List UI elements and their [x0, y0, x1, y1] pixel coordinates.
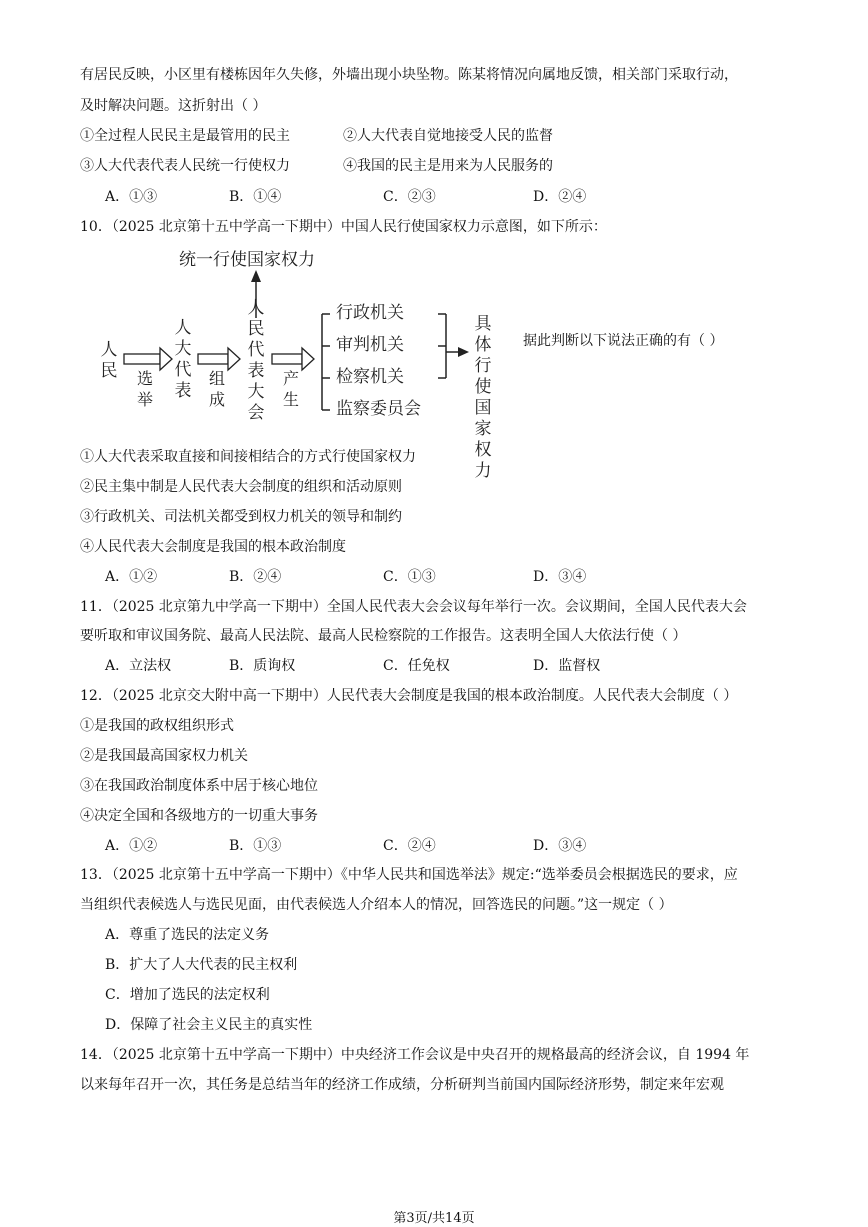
- q10-option-b: B．②④: [229, 569, 282, 585]
- q9-stem-line1: 有居民反映，小区里有楼栋因年久失修，外墙出现小块坠物。陈某将情况向属地反馈，相关部门采取行动，: [80, 67, 738, 83]
- arrow-compose: [198, 348, 240, 370]
- q13-option-a: A．尊重了选民的法定义务: [105, 927, 270, 943]
- diagram-congress: 人民代表大会: [247, 298, 265, 423]
- q12-option-d: D．③④: [533, 838, 587, 854]
- q9-option-d: D．②④: [533, 189, 587, 205]
- q9-statement-4: ④我国的民主是用来为人民服务的: [343, 158, 553, 174]
- diagram-organ-1: 行政机关: [336, 303, 404, 323]
- q12-statement-2: ②是我国最高国家权力机关: [80, 748, 248, 764]
- diagram-organ-3: 检察机关: [336, 367, 404, 387]
- q9-stem-line2: 及时解决问题。这折射出（ ）: [80, 98, 267, 114]
- diagram-organ-2: 审判机关: [336, 335, 404, 355]
- diagram-compose: 组成: [208, 369, 225, 409]
- q11-stem-line2: 要听取和审议国务院、最高人民法院、最高人民检察院的工作报告。这表明全国人大依法行使（ ）: [80, 628, 687, 644]
- diagram-top-label: 统一行使国家权力: [179, 250, 315, 270]
- arrow-produce: [272, 348, 314, 370]
- diagram-elect: 选举: [136, 369, 153, 409]
- diagram-produce: 产生: [282, 369, 299, 409]
- q11-option-d: D．监督权: [533, 658, 601, 674]
- q12-stem: 12．（2025 北京交大附中高一下期中）人民代表大会制度是我国的根本政治制度。人民代表大会制度（ ）: [80, 688, 738, 704]
- q11-option-a: A．立法权: [105, 658, 172, 674]
- arrow-elect: [124, 348, 172, 370]
- q12-statement-3: ③在我国政治制度体系中居于核心地位: [80, 778, 318, 794]
- q12-statement-1: ①是我国的政权组织形式: [80, 718, 234, 734]
- q9-option-b: B．①④: [229, 189, 282, 205]
- q12-option-a: A．①②: [105, 838, 158, 854]
- q10-statement-2: ②民主集中制是人民代表大会制度的组织和活动原则: [80, 479, 402, 495]
- q10-statement-4: ④人民代表大会制度是我国的根本政治制度: [80, 539, 346, 555]
- q10-option-a: A．①②: [105, 569, 158, 585]
- q14-stem-line1: 14．（2025 北京第十五中学高一下期中）中央经济工作会议是中央召开的规格最高的经济会议，自 1994 年: [80, 1047, 750, 1063]
- q10-question: 据此判断以下说法正确的有（ ）: [523, 333, 724, 349]
- q14-stem-line2: 以来每年召开一次，其任务是总结当年的经济工作成绩，分析研判当前国内国际经济形势，制定来年宏观: [80, 1077, 724, 1093]
- diagram-organ-4: 监察委员会: [336, 399, 421, 419]
- page-footer: 第3页/共14页: [393, 1211, 475, 1226]
- q13-option-d: D．保障了社会主义民主的真实性: [105, 1017, 313, 1033]
- q10-stem: 10．（2025 北京第十五中学高一下期中）中国人民行使国家权力示意图，如下所示：: [80, 219, 607, 235]
- q11-stem-line1: 11．（2025 北京第九中学高一下期中）全国人民代表大会会议每年举行一次。会议期间，全国人民代表大会: [80, 599, 747, 615]
- diagram-result: 具体行使国家权力: [474, 314, 492, 481]
- q13-option-b: B．扩大了人大代表的民主权利: [105, 957, 298, 973]
- q12-statement-4: ④决定全国和各级地方的一切重大事务: [80, 808, 318, 824]
- q11-option-b: B．质询权: [229, 658, 296, 674]
- q11-option-c: C．任免权: [383, 658, 450, 674]
- q13-stem-line2: 当组织代表候选人与选民见面，由代表候选人介绍本人的情况，回答选民的问题。”这一规定（ ）: [80, 897, 673, 913]
- q10-option-d: D．③④: [533, 569, 587, 585]
- q10-statement-1: ①人大代表采取直接和间接相结合的方式行使国家权力: [80, 449, 416, 465]
- q9-option-a: A．①③: [105, 189, 158, 205]
- q9-statement-3: ③人大代表代表人民统一行使权力: [80, 158, 290, 174]
- q13-option-c: C．增加了选民的法定权利: [105, 987, 270, 1003]
- diagram-deputies: 人大代表: [174, 318, 192, 401]
- q9-statement-1: ①全过程人民民主是最管用的民主: [80, 128, 290, 144]
- q9-option-c: C．②③: [383, 189, 436, 205]
- q9-statement-2: ②人大代表自觉地接受人民的监督: [343, 128, 553, 144]
- q13-stem-line1: 13．（2025 北京第十五中学高一下期中）《中华人民共和国选举法》规定:“选举委员会根据选民的要求，应: [80, 867, 738, 883]
- q12-option-b: B．①③: [229, 838, 282, 854]
- diagram-people: 人民: [100, 340, 118, 381]
- q10-option-c: C．①③: [383, 569, 436, 585]
- q10-statement-3: ③行政机关、司法机关都受到权力机关的领导和制约: [80, 509, 402, 525]
- q12-option-c: C．②④: [383, 838, 436, 854]
